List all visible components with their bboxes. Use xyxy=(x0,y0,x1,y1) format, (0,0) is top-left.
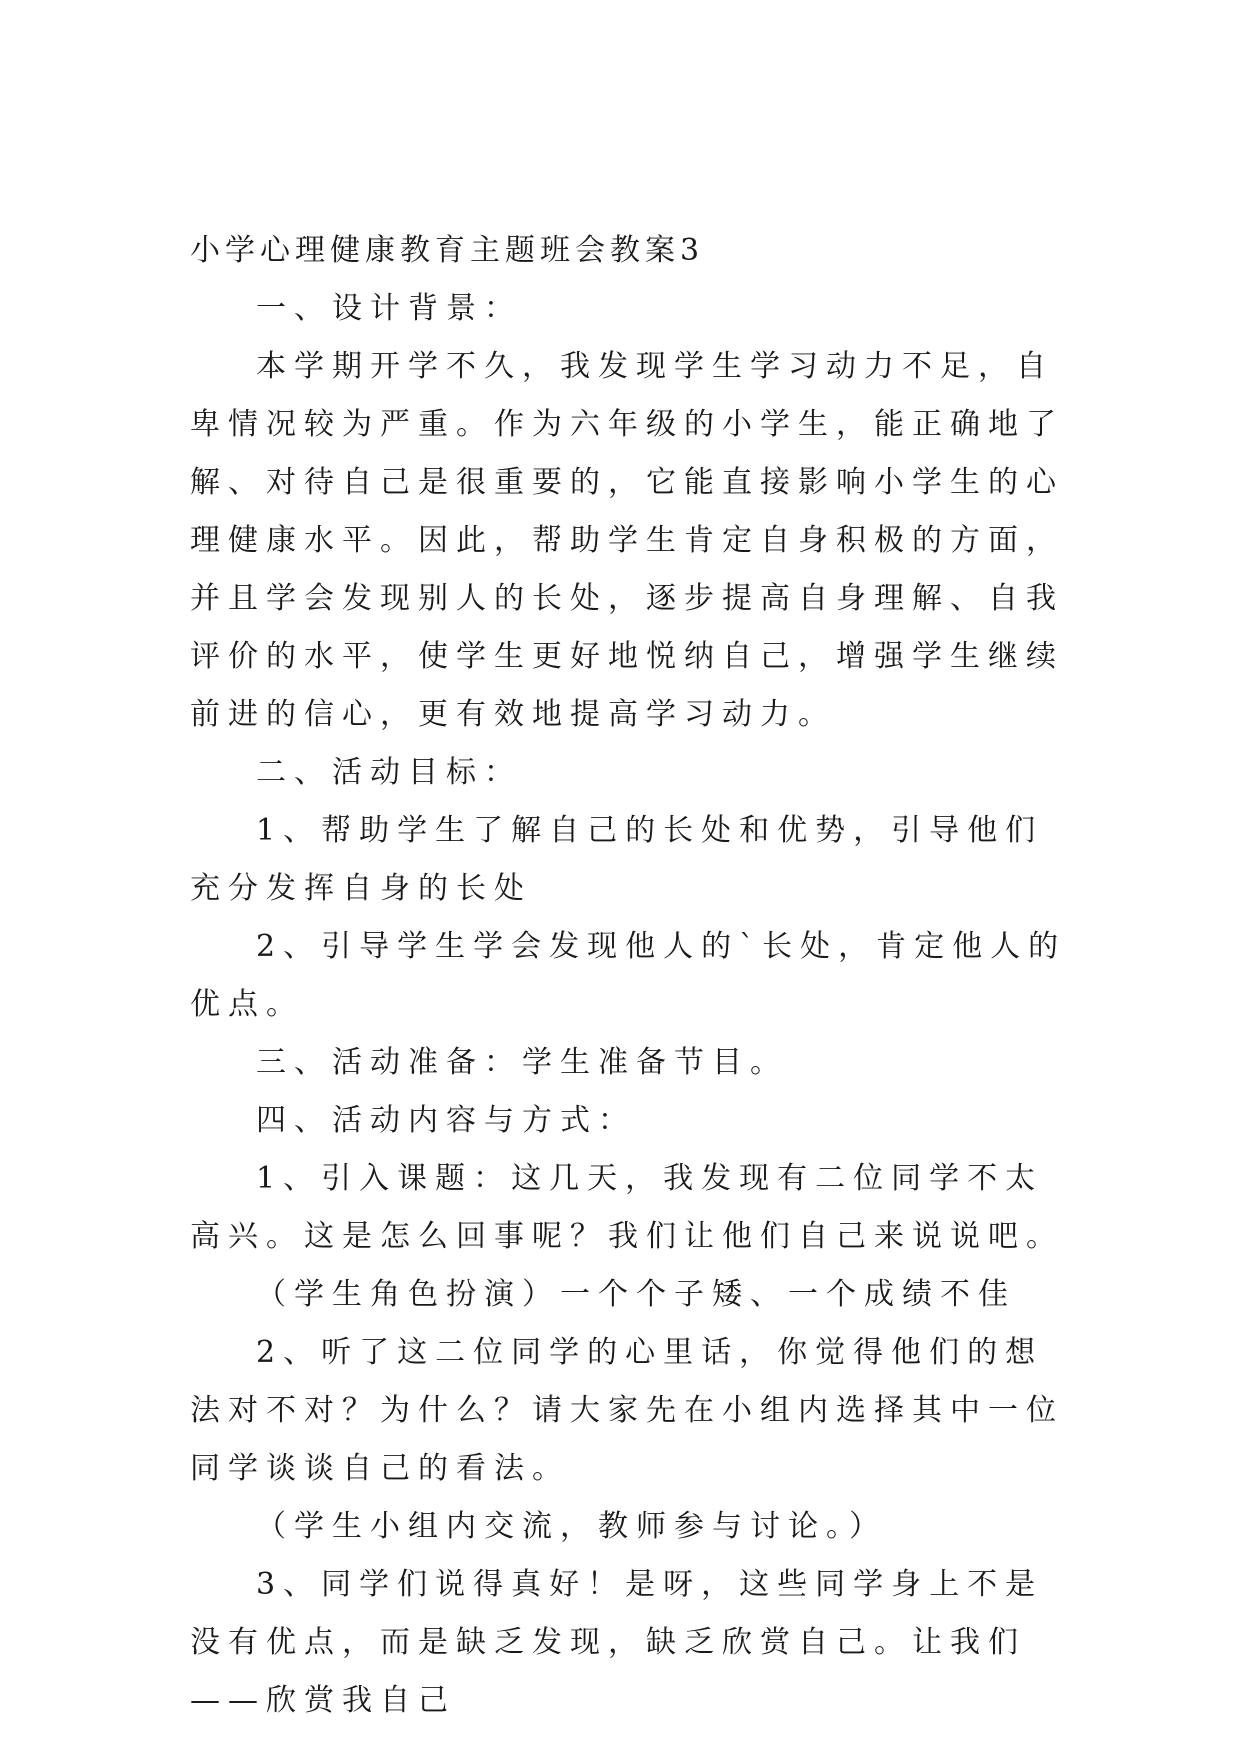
goal-item-2: 2、引导学生学会发现他人的`长处，肯定他人的优点。 xyxy=(190,929,1067,1022)
content-step-2: 2、听了这二位同学的心里话，你觉得他们的想法对不对？为什么？请大家先在小组内选择其中一位同学谈谈自己的看法。 xyxy=(190,1335,1064,1486)
section-heading-preparation: 三、活动准备：学生准备节目。 xyxy=(256,1045,788,1080)
background-paragraph: 本学期开学不久，我发现学生学习动力不足，自卑情况较为严重。作为六年级的小学生，能正确地了解、对待自己是很重要的，它能直接影响小学生的心理健康水平。因此，帮助学生肯定自身积极的方面，并且学会发现别人的长处，逐步提高自身理解、自我评价的水平，使学生更好地悦纳自己，增强学生继续前进的信心，更有效地提高学习动力。 xyxy=(190,349,1064,732)
content-note-discussion: （学生小组内交流，教师参与讨论。） xyxy=(256,1509,887,1544)
document-title: 小学心理健康教育主题班会教案3 xyxy=(190,233,705,268)
content-note-roleplay: （学生角色扮演）一个个子矮、一个成绩不佳 xyxy=(256,1277,1016,1312)
section-heading-goals: 二、活动目标： xyxy=(256,755,522,790)
section-heading-content: 四、活动内容与方式： xyxy=(256,1103,636,1138)
content-step-1: 1、引入课题：这几天，我发现有二位同学不太高兴。这是怎么回事呢？我们让他们自己来说说吧。 xyxy=(190,1161,1064,1254)
section-heading-background: 一、设计背景： xyxy=(256,291,522,326)
goal-item-1: 1、帮助学生了解自己的长处和优势，引导他们充分发挥自身的长处 xyxy=(190,813,1044,906)
content-step-3: 3、同学们说得真好！是呀，这些同学身上不是没有优点，而是缺乏发现，缺乏欣赏自己。让我们——欣赏我自己 xyxy=(190,1567,1044,1718)
document-body xyxy=(190,222,1070,1730)
